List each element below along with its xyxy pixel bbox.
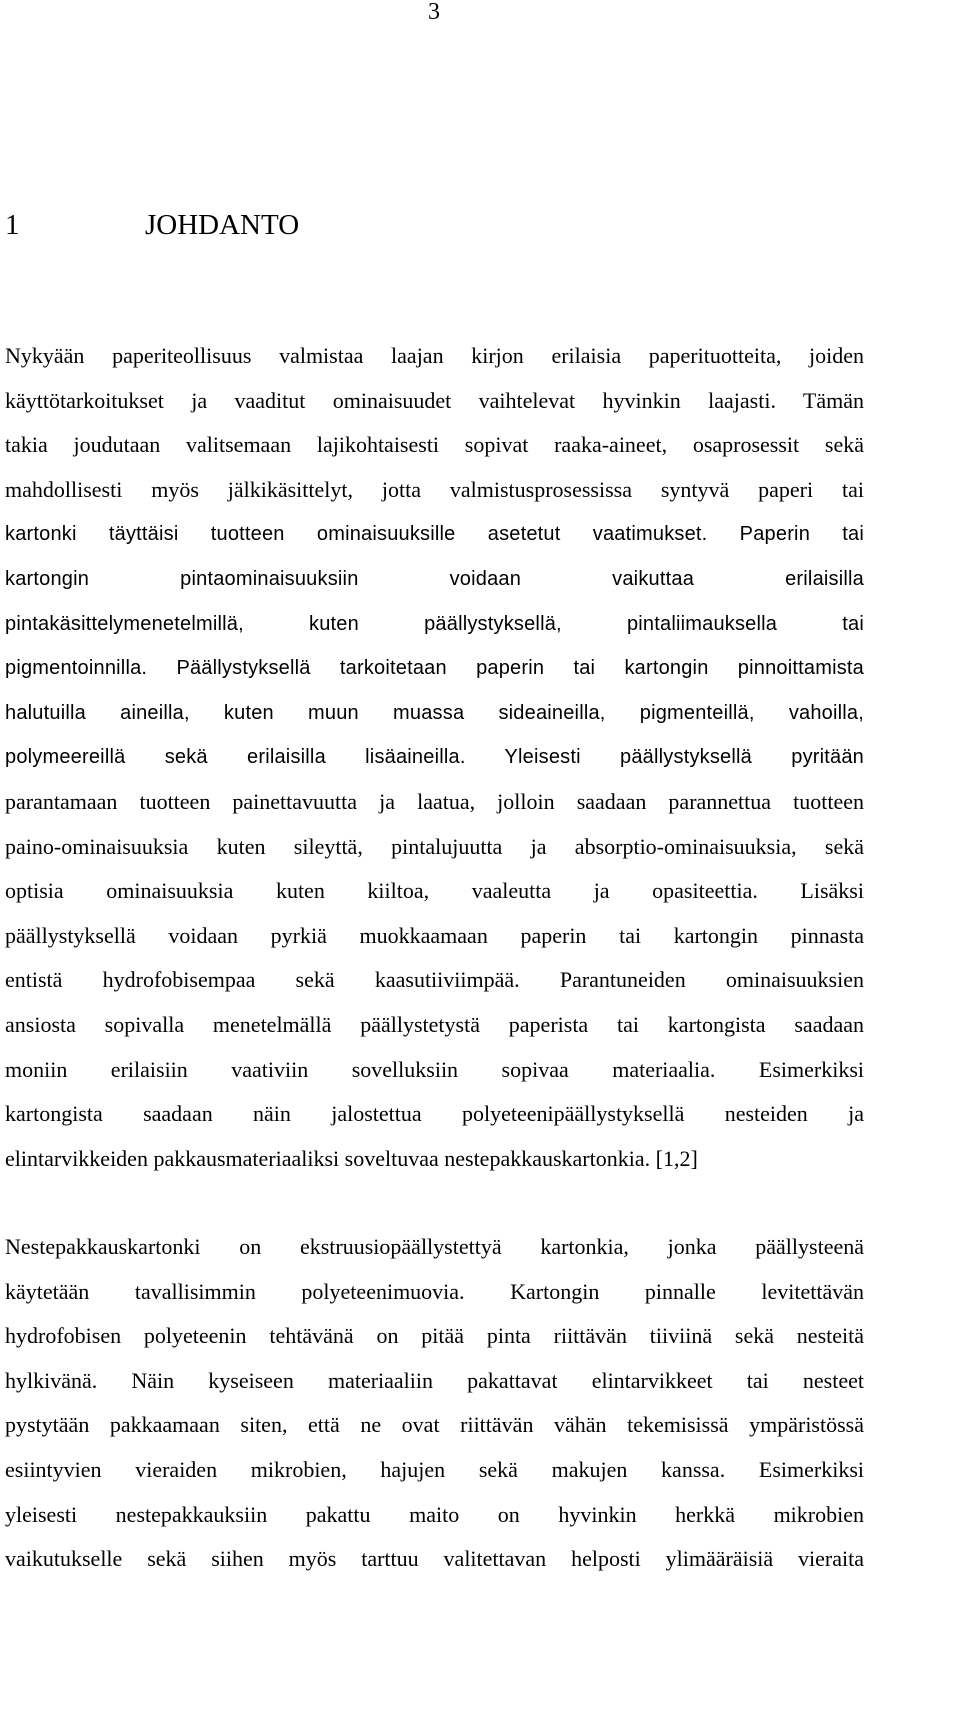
paragraph-liquid-packaging xyxy=(5,1225,864,1582)
paragraph-line: Nykyään paperiteollisuus valmistaa laajan kirjon erilaisia paperituotteita, joiden xyxy=(5,343,864,368)
paragraph-line: käyttötarkoitukset ja vaaditut ominaisuudet vaihtelevat hyvinkin laajasti. Tämän xyxy=(5,387,864,413)
paragraph-line: takia joudutaan valitsemaan lajikohtaisesti sopivat raaka-aineet, osaprosessit sekä xyxy=(5,432,864,458)
paragraph-line: pystytään pakkaamaan siten, että ne ovat riittävän vähän tekemisissä ympäristössä xyxy=(5,1412,864,1438)
paragraph-line: paino-ominaisuuksia kuten sileyttä, pintalujuutta ja absorptio-ominaisuuksia, sekä xyxy=(5,833,864,859)
paragraph-line: pintakäsittelymenetelmillä, kuten päällystyksellä, pintaliimauksella tai xyxy=(5,612,864,635)
paragraph-line: Nestepakkauskartonki on ekstruusiopäällystettyä kartonkia, jonka päällysteenä xyxy=(5,1234,864,1259)
paragraph-line: yleisesti nestepakkauksiin pakattu maito on hyvinkin herkkä mikrobien xyxy=(5,1501,864,1527)
paragraph-line: moniin erilaisiin vaativiin sovelluksiin sopivaa materiaalia. Esimerkiksi xyxy=(5,1056,864,1082)
chapter-title: JOHDANTO xyxy=(145,209,300,241)
paragraph-intro xyxy=(5,334,864,1181)
paragraph-line: entistä hydrofobisempaa sekä kaasutiiviimpää. Parantuneiden ominaisuuksien xyxy=(5,967,864,993)
paragraph-line: kartonki täyttäisi tuotteen ominaisuuksille asetetut vaatimukset. Paperin tai xyxy=(5,523,864,546)
chapter-number: 1 xyxy=(5,209,20,241)
paragraph-line: ansiosta sopivalla menetelmällä päällystetystä paperista tai kartongista saadaan xyxy=(5,1011,864,1037)
chapter-heading xyxy=(5,209,299,241)
paragraph-line: hylkivänä. Näin kyseiseen materiaaliin pakattavat elintarvikkeet tai nesteet xyxy=(5,1367,864,1393)
paragraph-line: parantamaan tuotteen painettavuutta ja laatua, jolloin saadaan parannettua tuotteen xyxy=(5,788,864,814)
page-number: 3 xyxy=(428,0,440,25)
paragraph-line: elintarvikkeiden pakkausmateriaaliksi soveltuvaa nestepakkauskartonkia. [1,2] xyxy=(5,1145,698,1171)
paragraph-line: optisia ominaisuuksia kuten kiiltoa, vaaleutta ja opasiteettia. Lisäksi xyxy=(5,878,864,904)
paragraph-line: esiintyvien vieraiden mikrobien, hajujen sekä makujen kanssa. Esimerkiksi xyxy=(5,1456,864,1482)
paragraph-line: päällystyksellä voidaan pyrkiä muokkaamaan paperin tai kartongin pinnasta xyxy=(5,922,864,948)
paragraph-line: kartongin pintaominaisuuksiin voidaan vaikuttaa erilaisilla xyxy=(5,567,864,590)
paragraph-line: halutuilla aineilla, kuten muun muassa sideaineilla, pigmenteillä, vahoilla, xyxy=(5,701,864,724)
paragraph-line: polymeereillä sekä erilaisilla lisäaineilla. Yleisesti päällystyksellä pyritään xyxy=(5,746,864,769)
paragraph-line: hydrofobisen polyeteenin tehtävänä on pitää pinta riittävän tiiviinä sekä nesteitä xyxy=(5,1323,864,1349)
paragraph-line: vaikutukselle sekä siihen myös tarttuu valitettavan helposti ylimääräisiä vieraita xyxy=(5,1546,864,1572)
paragraph-line: kartongista saadaan näin jalostettua polyeteenipäällystyksellä nesteiden ja xyxy=(5,1101,864,1127)
paragraph-line: käytetään tavallisimmin polyeteenimuovia. Kartongin pinnalle levitettävän xyxy=(5,1278,864,1304)
paragraph-line: mahdollisesti myös jälkikäsittelyt, jotta valmistusprosessissa syntyvä paperi tai xyxy=(5,476,864,502)
paragraph-line: pigmentoinnilla. Päällystyksellä tarkoitetaan paperin tai kartongin pinnoittamista xyxy=(5,657,864,680)
